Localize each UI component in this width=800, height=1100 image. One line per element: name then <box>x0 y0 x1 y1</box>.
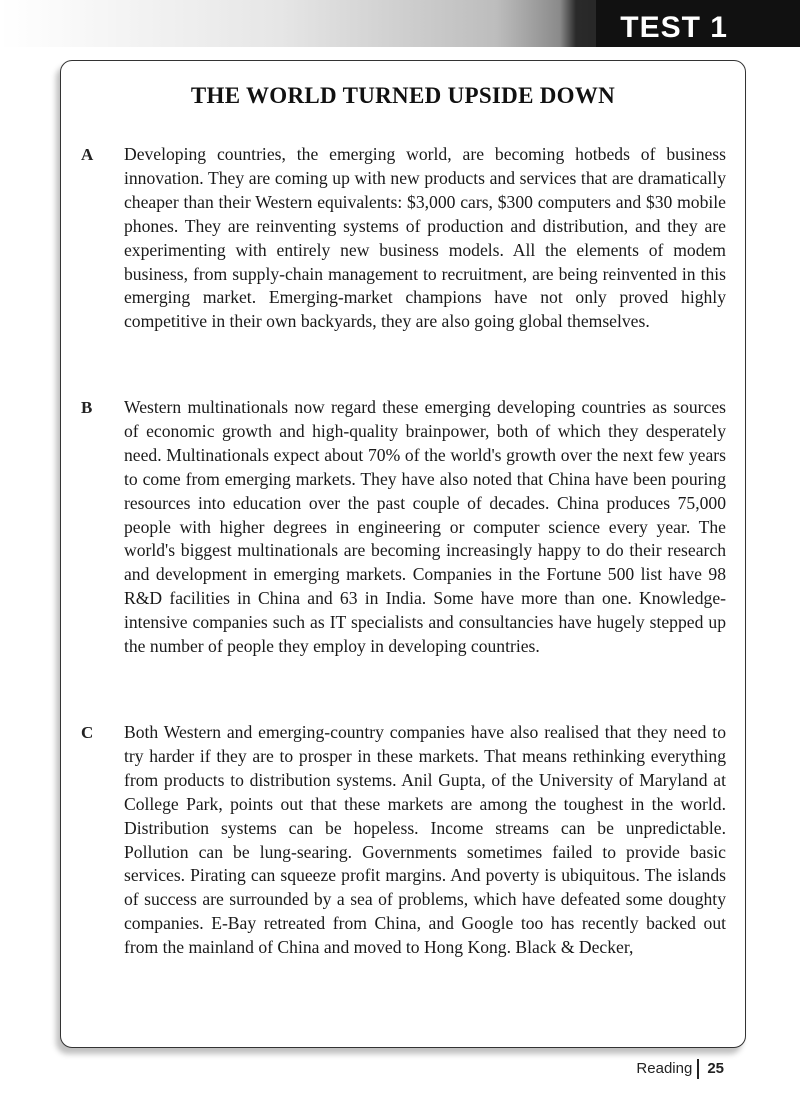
footer-divider <box>697 1059 699 1079</box>
section-paragraph: Both Western and emerging-country companies have also realised that they need to try harder if they are to prosper in these markets. That means rethinking everything from products to distribution systems. Anil Gupta, of the University of Maryland at College Park, points out that these markets are among the toughest in the world. Distribution systems can be hopeless. Income streams can be unpredictable. Pollution can be lung-searing. Governments sometimes failed to provide basic services. Pirating can squeeze profit margins. And poverty is ubiquitous. The islands of success are surrounded by a sea of problems, which have defeated some doughty companies. E-Bay retreated from China, and Google too has recently backed out from the mainland of China and moved to Hong Kong. Black & Decker, <box>124 722 726 958</box>
test-label: TEST 1 <box>620 11 728 44</box>
article-frame <box>60 60 746 1048</box>
page-number: 25 <box>707 1060 724 1077</box>
section-paragraph: Developing countries, the emerging world, are becoming hotbeds of business innovation. They are coming up with new products and services that are dramatically cheaper than their Western equivalents: $3,000 cars, $300 computers and $30 mobile phones. They are reinventing systems of production and distribution, and they are experimenting with entirely new business models. All the elements of modem business, from supply-chain management to recruitment, are being reinvented in this emerging market. Emerging-market champions have not only proved highly competitive in their own backyards, they are also going global themselves. <box>124 144 726 332</box>
section-letter: B <box>81 398 93 417</box>
section-letter: A <box>81 145 94 164</box>
section-letter: C <box>81 723 94 742</box>
page-footer <box>636 1058 724 1080</box>
footer-section-label: Reading <box>636 1060 693 1077</box>
section-paragraph: Western multinationals now regard these emerging developing countries as sources of economic growth and high-quality brainpower, both of which they desperately need. Multinationals expect about 70% of the world's growth over the next few years to come from emerging markets. They have also noted that China have been pouring resources into education over the past couple of decades. China produces 75,000 people with higher degrees in engineering or computer science every year. The world's biggest multinationals are becoming increasingly happy to do their research and development in emerging markets. Companies in the Fortune 500 list have 98 R&D facilities in China and 63 in India. Some have more than one. Knowledge-intensive companies such as IT specialists and consultancies have hugely stepped up the number of people they employ in developing countries. <box>124 397 726 657</box>
article-title: THE WORLD TURNED UPSIDE DOWN <box>190 83 616 108</box>
